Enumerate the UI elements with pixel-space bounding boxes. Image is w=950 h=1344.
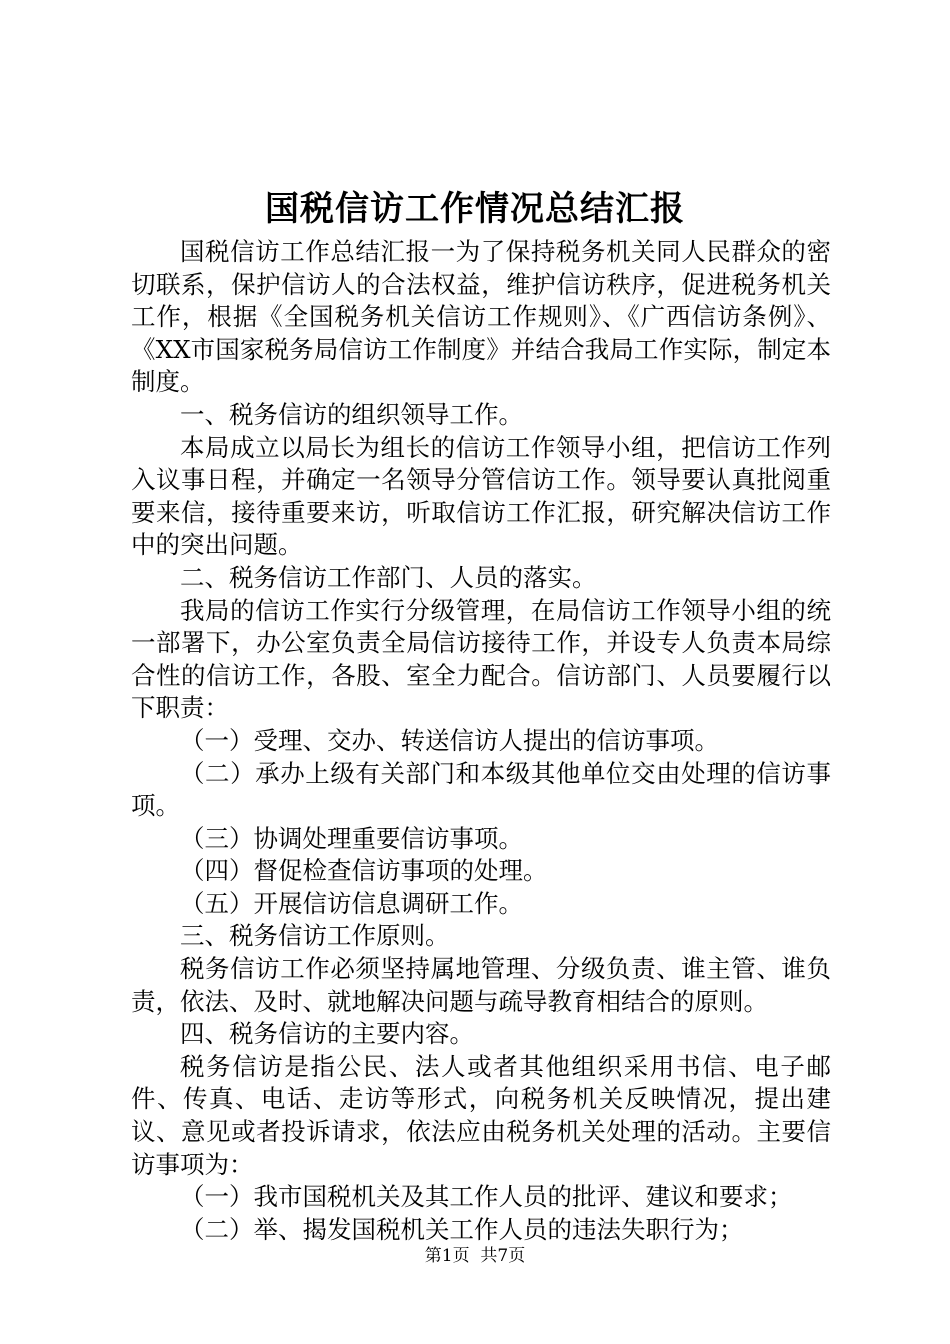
document-title: 国税信访工作情况总结汇报 <box>265 189 685 229</box>
list-item: （三）协调处理重要信访事项。 <box>180 823 523 853</box>
list-item: （一）我市国税机关及其工作人员的批评、建议和要求； <box>180 1182 793 1212</box>
paragraph-section-4: 税务信访是指公民、法人或者其他组织采用书信、电子邮件、传真、电话、走访等形式，向税务机关反映情况，提出建议、意见或者投诉请求，依法应由税务机关处理的活动。主要信访事项为： <box>131 1051 831 1179</box>
page-total: 共7页 <box>480 1246 526 1266</box>
list-item: （五）开展信访信息调研工作。 <box>180 888 523 918</box>
heading-section-4: 四、税务信访的主要内容。 <box>180 1019 474 1049</box>
paragraph-intro: 国税信访工作总结汇报一为了保持税务机关同人民群众的密切联系，保护信访人的合法权益，维护信访秩序，促进税务机关工作，根据《全国税务机关信访工作规则》、《广西信访条例》、《XX市国家税务局信访工作制度》并结合我局工作实际，制定本制度。 <box>131 237 831 397</box>
list-item: （二）承办上级有关部门和本级其他单位交由处理的信访事项。 <box>131 758 831 821</box>
paragraph-section-1: 本局成立以局长为组长的信访工作领导小组，把信访工作列入议事日程，并确定一名领导分管信访工作。领导要认真批阅重要来信，接待重要来访，听取信访工作汇报，研究解决信访工作中的突出问题。 <box>131 432 831 560</box>
heading-section-1: 一、税务信访的组织领导工作。 <box>180 399 523 429</box>
list-item: （二）举、揭发国税机关工作人员的违法失职行为； <box>180 1214 744 1244</box>
page-footer <box>0 1244 950 1268</box>
paragraph-section-3: 税务信访工作必须坚持属地管理、分级负责、谁主管、谁负责，依法、及时、就地解决问题与疏导教育相结合的原则。 <box>131 954 831 1016</box>
paragraph-section-2: 我局的信访工作实行分级管理，在局信访工作领导小组的统一部署下，办公室负责全局信访接待工作，并设专人负责本局综合性的信访工作，各股、室全力配合。信访部门、人员要履行以下职责： <box>131 595 831 723</box>
document-body <box>131 236 831 1246</box>
heading-section-3: 三、税务信访工作原则。 <box>180 921 450 951</box>
list-item: （一）受理、交办、转送信访人提出的信访事项。 <box>180 725 719 755</box>
page-number: 第1页 <box>424 1246 470 1266</box>
heading-section-2: 二、税务信访工作部门、人员的落实。 <box>180 562 597 592</box>
list-item: （四）督促检查信访事项的处理。 <box>180 856 548 886</box>
